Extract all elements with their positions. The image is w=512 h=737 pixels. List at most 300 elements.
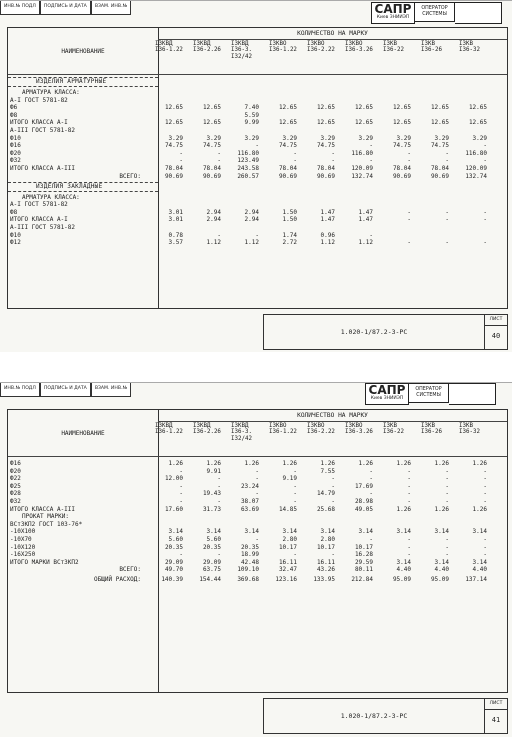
cell-value: 78.04 [392, 165, 411, 172]
cell-value: 3.29 [358, 134, 373, 142]
cell-value: 212.84 [351, 576, 373, 584]
mark-column-header [383, 41, 419, 54]
table-row [8, 216, 507, 223]
cell-value: - [179, 149, 183, 157]
mark-header-line: I3КВД [193, 41, 211, 47]
row-label: Ф16 [10, 460, 21, 467]
cell-value: 29.59 [354, 558, 373, 566]
stamp-cell: ИНВ.№ ПОДЛ [0, 1, 40, 15]
cell-value: 12.65 [316, 119, 335, 127]
title-block [263, 314, 508, 350]
cell-value: 1.26 [206, 460, 221, 467]
cell-value: 28.98 [354, 498, 373, 505]
cell-value: 3.14 [472, 528, 487, 536]
table-row [8, 224, 507, 231]
cell-value: 2.72 [282, 239, 297, 247]
row-label: Ф10 [10, 134, 21, 142]
sapr-brand [371, 2, 502, 24]
cell-value: 3.14 [320, 528, 335, 536]
table-row [8, 483, 507, 490]
mark-header-line: I3КВО [345, 41, 363, 47]
cell-value: - [293, 551, 297, 559]
section-line [8, 191, 158, 192]
cell-value: - [445, 208, 449, 216]
cell-value: 1.47 [358, 208, 373, 216]
row-label: Ф32 [10, 498, 21, 505]
cell-value: 14.85 [278, 505, 297, 513]
cell-value: 1.26 [396, 505, 411, 513]
cell-value: 3.29 [434, 134, 449, 142]
cell-value: - [407, 498, 411, 505]
cell-value: 32.47 [278, 566, 297, 574]
mark-header-line: I3КВ [421, 41, 435, 47]
mark-header-line: I36-22 [383, 429, 404, 436]
cell-value: 78.04 [202, 165, 221, 172]
mark-header-line: I36-2.22 [307, 429, 335, 436]
cell-value: 12.65 [278, 119, 297, 127]
table-row [8, 551, 507, 558]
cell-value: - [445, 475, 449, 483]
cell-value: 3.29 [396, 134, 411, 142]
sheet-label: ЛИСТ [485, 315, 507, 326]
table-row [8, 194, 507, 201]
stamp-cell: ВЗАМ. ИНВ.№ [91, 383, 131, 397]
row-label: ИТОГО КЛАССА А-III [10, 165, 76, 172]
row-label: ВСЕГО: [119, 566, 141, 574]
mark-header-line: I36-2.22 [307, 47, 335, 54]
cell-value: 14.79 [316, 490, 335, 498]
cell-value: 132.74 [351, 172, 373, 180]
row-label: Ф28 [10, 490, 21, 498]
cell-value: 3.14 [282, 528, 297, 536]
cell-value: 0.78 [168, 231, 183, 239]
cell-value: 3.14 [168, 528, 183, 536]
sheet-label: ЛИСТ [485, 699, 507, 710]
cell-value: 4.40 [434, 566, 449, 574]
table-row [8, 559, 507, 566]
cell-value: 137.14 [465, 576, 487, 584]
cell-value: - [407, 475, 411, 483]
column-header-quantity: КОЛИЧЕСТВО НА МАРКУ [297, 30, 368, 37]
table-row [8, 135, 507, 142]
cell-value: 95.09 [430, 576, 449, 584]
cell-value: - [483, 536, 487, 543]
cell-value: - [369, 490, 373, 498]
cell-value: - [407, 157, 411, 165]
mark-header-line: I36-1.22 [269, 429, 297, 436]
operator-label: ОПЕРАТОР [421, 6, 448, 11]
mark-header-line: I3КВ [459, 41, 473, 47]
mark-header-line: I36-32 [459, 47, 480, 54]
cell-value: - [445, 239, 449, 247]
cell-value: 9.99 [244, 119, 259, 127]
cell-value: 3.57 [168, 239, 183, 247]
cell-value: 123.49 [237, 157, 259, 165]
cell-value: 12.65 [354, 119, 373, 127]
mark-column-header [459, 423, 495, 436]
cell-value: - [407, 490, 411, 498]
cell-value: 109.10 [237, 566, 259, 574]
table-row [8, 521, 507, 528]
mark-header-line: I36-2.26 [193, 47, 221, 54]
mark-column-header [459, 41, 495, 54]
mark-header-line: I3КВ [459, 423, 473, 429]
drawing-sheet-41 [0, 382, 512, 737]
quantity-table [7, 27, 508, 309]
cell-value: - [255, 475, 259, 483]
cell-value: 29.09 [164, 558, 183, 566]
mark-column-header [193, 423, 229, 436]
mark-column-header [345, 423, 381, 436]
cell-value: 2.94 [244, 208, 259, 216]
cell-value: 3.14 [244, 528, 259, 536]
cell-value: 16.28 [354, 551, 373, 559]
cell-value: 90.69 [278, 172, 297, 180]
row-label: Ф12 [10, 239, 21, 247]
cell-value: 116.80 [237, 149, 259, 157]
cell-value: - [331, 149, 335, 157]
cell-value: - [483, 142, 487, 150]
row-label: Ф6 [10, 104, 18, 112]
mark-header-line: I3КВД [231, 41, 249, 47]
mark-header-line: I3КВ [421, 423, 435, 429]
mark-header-line: I3КВ [383, 423, 397, 429]
table-row [8, 173, 507, 180]
cell-value: - [217, 157, 221, 165]
cell-value: - [255, 231, 259, 239]
system-label: СИСТЕМЫ [422, 12, 447, 17]
cell-value: - [369, 157, 373, 165]
cell-value: - [407, 239, 411, 247]
cell-value: - [483, 543, 487, 551]
cell-value: - [217, 551, 221, 559]
cell-value: 19.43 [202, 490, 221, 498]
cell-value: 12.65 [392, 119, 411, 127]
cell-value: 74.75 [278, 142, 297, 150]
cell-value: 43.26 [316, 566, 335, 574]
cell-value: 5.60 [168, 536, 183, 543]
cell-value: 80.11 [354, 566, 373, 574]
table-row [8, 490, 507, 497]
cell-value: 3.14 [396, 528, 411, 536]
cell-value: 90.69 [164, 172, 183, 180]
operator-label: ОПЕРАТОР [415, 387, 442, 392]
table-row [8, 460, 507, 467]
sheet-number: 40 [491, 332, 501, 340]
row-label: ПРОКАТ МАРКИ: [22, 513, 69, 521]
cell-value: 78.04 [316, 165, 335, 172]
table-row [8, 232, 507, 239]
cell-value: - [179, 157, 183, 165]
cell-value: 5.59 [244, 111, 259, 119]
cell-value: 63.75 [202, 566, 221, 574]
cell-value: 3.14 [396, 558, 411, 566]
mark-header-line: I3КВО [269, 423, 287, 429]
table-row [8, 528, 507, 535]
cell-value: - [331, 498, 335, 505]
cell-value: 1.26 [358, 460, 373, 467]
table-row [8, 127, 507, 134]
cell-value: - [369, 231, 373, 239]
page-gap [0, 352, 512, 382]
cell-value: 78.04 [164, 165, 183, 172]
row-label: Ф8 [10, 208, 18, 216]
section-line [8, 86, 158, 87]
table-row [8, 104, 507, 111]
cell-value: - [369, 142, 373, 150]
cell-value: 260.57 [237, 172, 259, 180]
cell-value: - [369, 467, 373, 475]
cell-value: 154.44 [199, 576, 221, 584]
system-label: СИСТЕМЫ [416, 393, 441, 398]
row-label: А-I ГОСТ 5781-82 [10, 96, 68, 104]
mark-header-line: I36-3.26 [345, 47, 373, 54]
kiev-label: Киев ЗНИИЭП [376, 15, 410, 20]
cell-value: - [445, 149, 449, 157]
row-label: ИЗДЕЛИЯ АРМАТУРНЫЕ [36, 78, 107, 85]
table-row [8, 239, 507, 246]
table-row [8, 183, 507, 190]
approval-stamp [0, 383, 131, 397]
cell-value: 12.65 [430, 104, 449, 112]
row-label: А-III ГОСТ 5781-82 [10, 224, 76, 231]
mark-header-line: I3КВ [383, 41, 397, 47]
row-label: АРМАТУРА КЛАССА: [22, 193, 80, 201]
row-label: ИТОГО КЛАССА А-I [10, 216, 68, 224]
cell-value: - [293, 467, 297, 475]
cell-value: 1.74 [282, 231, 297, 239]
mark-header-line: I3КВД [155, 423, 173, 429]
cell-value: - [179, 482, 183, 490]
mark-column-header [155, 423, 191, 436]
cell-value: 12.65 [164, 119, 183, 127]
cell-value: 0.96 [320, 231, 335, 239]
cell-value: 12.65 [202, 119, 221, 127]
cell-value: 95.09 [392, 576, 411, 584]
mark-header-line: I3КВО [307, 41, 325, 47]
cell-value: - [293, 149, 297, 157]
row-label: ВСт3КП2 ГОСТ 103-76* [10, 520, 83, 528]
cell-value: 123.16 [275, 576, 297, 584]
header-bottom-line [8, 74, 507, 75]
cell-value: 10.17 [316, 543, 335, 551]
cell-value: 140.39 [161, 576, 183, 584]
cell-value: 243.58 [237, 165, 259, 172]
row-label: А-III ГОСТ 5781-82 [10, 127, 76, 134]
cell-value: 1.47 [320, 216, 335, 224]
drawing-sheet-40 [0, 0, 512, 353]
cell-value: - [445, 498, 449, 505]
cell-value: - [179, 551, 183, 559]
title-block [263, 698, 508, 734]
stamp-cell: ПОДПИСЬ И ДАТА [40, 383, 91, 397]
mark-header-line: I3КВО [307, 423, 325, 429]
row-label: ОБЩИЙ РАСХОД: [94, 576, 141, 584]
cell-value: 1.26 [244, 460, 259, 467]
cell-value: - [407, 467, 411, 475]
cell-value: 2.80 [282, 536, 297, 543]
cell-value: 29.09 [202, 558, 221, 566]
cell-value: - [179, 467, 183, 475]
cell-value: 132.74 [465, 172, 487, 180]
cell-value: 1.26 [282, 460, 297, 467]
mark-header-line: I36-1.22 [269, 47, 297, 54]
cell-value: 7.55 [320, 467, 335, 475]
cell-value: 16.11 [278, 558, 297, 566]
cell-value: 74.75 [316, 142, 335, 150]
mark-column-header [193, 41, 229, 54]
cell-value: - [331, 475, 335, 483]
cell-value: 5.60 [206, 536, 221, 543]
cell-value: 12.65 [468, 104, 487, 112]
table-row [8, 119, 507, 126]
cell-value: - [255, 536, 259, 543]
cell-value: 16.11 [316, 558, 335, 566]
row-label: ИЗДЕЛИЯ ЗАКЛАДНЫЕ [36, 182, 103, 190]
cell-value: 10.17 [278, 543, 297, 551]
row-label: Ф16 [10, 142, 21, 150]
row-label: Ф8 [10, 111, 18, 119]
document-code: 1.020-1/87.2-3-РС [264, 699, 485, 733]
cell-value: 12.65 [316, 104, 335, 112]
mark-column-header [421, 423, 457, 436]
table-row [8, 506, 507, 513]
cell-value: 12.65 [278, 104, 297, 112]
header-divider [158, 421, 507, 422]
cell-value: 1.47 [358, 216, 373, 224]
cell-value: 12.65 [430, 119, 449, 127]
table-row [8, 112, 507, 119]
cell-value: 3.14 [434, 558, 449, 566]
mark-header-line: I36-26 [421, 429, 442, 436]
cell-value: 49.70 [164, 566, 183, 574]
table-row [8, 78, 507, 85]
cell-value: - [217, 475, 221, 483]
cell-value: - [293, 482, 297, 490]
mark-header-line: I36-26 [421, 47, 442, 54]
cell-value: - [255, 142, 259, 150]
stamp-cell: ИНВ.№ ПОДЛ [0, 383, 40, 397]
cell-value: - [407, 216, 411, 224]
mark-header-line: I36-3.26 [345, 429, 373, 436]
sheet-number: 41 [491, 716, 501, 724]
cell-value: - [445, 216, 449, 224]
cell-value: 12.65 [354, 104, 373, 112]
mark-header-line: I3КВД [155, 41, 173, 47]
cell-value: 3.01 [168, 208, 183, 216]
cell-value: 12.65 [202, 104, 221, 112]
row-label: -16Х250 [10, 551, 36, 559]
cell-value: - [483, 498, 487, 505]
cell-value: 74.75 [392, 142, 411, 150]
cell-value: 90.69 [392, 172, 411, 180]
table-row [8, 142, 507, 149]
cell-value: 74.75 [430, 142, 449, 150]
mark-header-line: I36-32 [459, 429, 480, 436]
cell-value: 12.65 [164, 104, 183, 112]
cell-value: 31.73 [202, 505, 221, 513]
mark-header-line: I3КВД [231, 423, 249, 429]
cell-value: 1.12 [244, 239, 259, 247]
cell-value: 3.29 [282, 134, 297, 142]
cell-value: 74.75 [164, 142, 183, 150]
table-row [8, 536, 507, 543]
cell-value: - [293, 157, 297, 165]
table-row [8, 157, 507, 164]
table-row [8, 566, 507, 573]
cell-value: 116.80 [465, 149, 487, 157]
mark-header-line: I3КВО [345, 423, 363, 429]
cell-value: 1.26 [396, 460, 411, 467]
cell-value: 2.94 [244, 216, 259, 224]
cell-value: - [217, 231, 221, 239]
cell-value: - [483, 467, 487, 475]
mark-column-header [269, 41, 305, 54]
cell-value: - [483, 157, 487, 165]
mark-column-header [421, 41, 457, 54]
mark-header-line: I36-2.26 [193, 429, 221, 436]
cell-value: - [483, 239, 487, 247]
cell-value: - [407, 482, 411, 490]
cell-value: - [407, 149, 411, 157]
cell-value: 20.35 [202, 543, 221, 551]
header-bottom-line [8, 456, 507, 457]
sapr-logo: САПР [374, 2, 412, 16]
cell-value: - [331, 482, 335, 490]
table-row [8, 498, 507, 505]
header-divider [158, 39, 507, 40]
cell-value: 1.50 [282, 216, 297, 224]
table-row [8, 165, 507, 172]
cell-value: - [331, 157, 335, 165]
cell-value: - [293, 498, 297, 505]
row-label: -10Х100 [10, 528, 36, 536]
row-label: Ф22 [10, 475, 21, 483]
cell-value: - [217, 498, 221, 505]
cell-value: 3.14 [472, 558, 487, 566]
table-row [8, 89, 507, 96]
cell-value: 78.04 [278, 165, 297, 172]
mark-header-line: I36-3. [231, 429, 252, 436]
cell-value: 133.95 [313, 576, 335, 584]
cell-value: 1.26 [168, 460, 183, 467]
cell-value: - [445, 467, 449, 475]
cell-value: 3.29 [168, 134, 183, 142]
table-row [8, 468, 507, 475]
mark-column-header [155, 41, 191, 54]
cell-value: 369.68 [237, 576, 259, 584]
empty-cell [449, 383, 496, 405]
cell-value: - [369, 475, 373, 483]
table-row [8, 513, 507, 520]
cell-value: 90.69 [316, 172, 335, 180]
mark-column-header [307, 423, 343, 436]
cell-value: 10.17 [354, 543, 373, 551]
mark-header-line: I36-1.22 [155, 429, 183, 436]
cell-value: 1.12 [358, 239, 373, 247]
sapr-brand [365, 383, 496, 405]
kiev-label: Киев ЗНИИЭП [370, 396, 404, 401]
cell-value: 1.12 [206, 239, 221, 247]
cell-value: 20.35 [164, 543, 183, 551]
cell-value: 1.26 [434, 505, 449, 513]
archive-number [0, 602, 1, 640]
cell-value: - [293, 490, 297, 498]
cell-value: 74.75 [202, 142, 221, 150]
column-header-name: НАИМЕНОВАНИЕ [61, 430, 105, 437]
cell-value: - [369, 536, 373, 543]
row-label: Ф25 [10, 482, 21, 490]
